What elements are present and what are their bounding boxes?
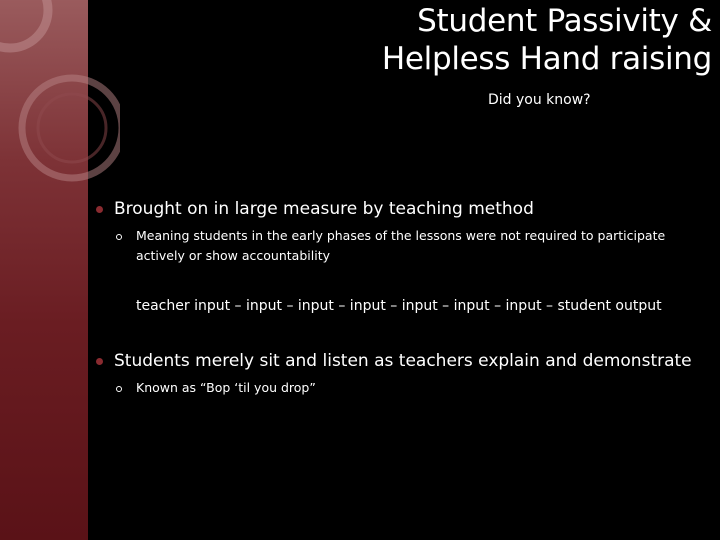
decorative-circles-icon [0, 0, 120, 540]
sub-bullet-ring-icon [116, 386, 122, 392]
bullet-dot-icon [96, 358, 103, 365]
title-line-1: Student Passivity & [417, 3, 712, 39]
bullet-dot-icon [96, 206, 103, 213]
sub-bullet-text: Meaning students in the early phases of the lessons were not required to participate actively or show accountability [136, 228, 666, 263]
bullet-text: Brought on in large measure by teaching method [114, 199, 534, 219]
slide-subtitle: Did you know? [488, 92, 591, 108]
title-line-2: Helpless Hand raising [381, 41, 712, 77]
flow-line: teacher input – input – input – input – input – input – input – student output [136, 298, 662, 314]
bullet-text: Students merely sit and listen as teachers explain and demonstrate [114, 351, 692, 371]
sub-bullet-ring-icon [116, 234, 122, 240]
sub-bullet-text: Known as “Bop ‘til you drop” [136, 380, 316, 395]
decorative-side-band [0, 0, 88, 540]
slide-title [152, 2, 712, 78]
